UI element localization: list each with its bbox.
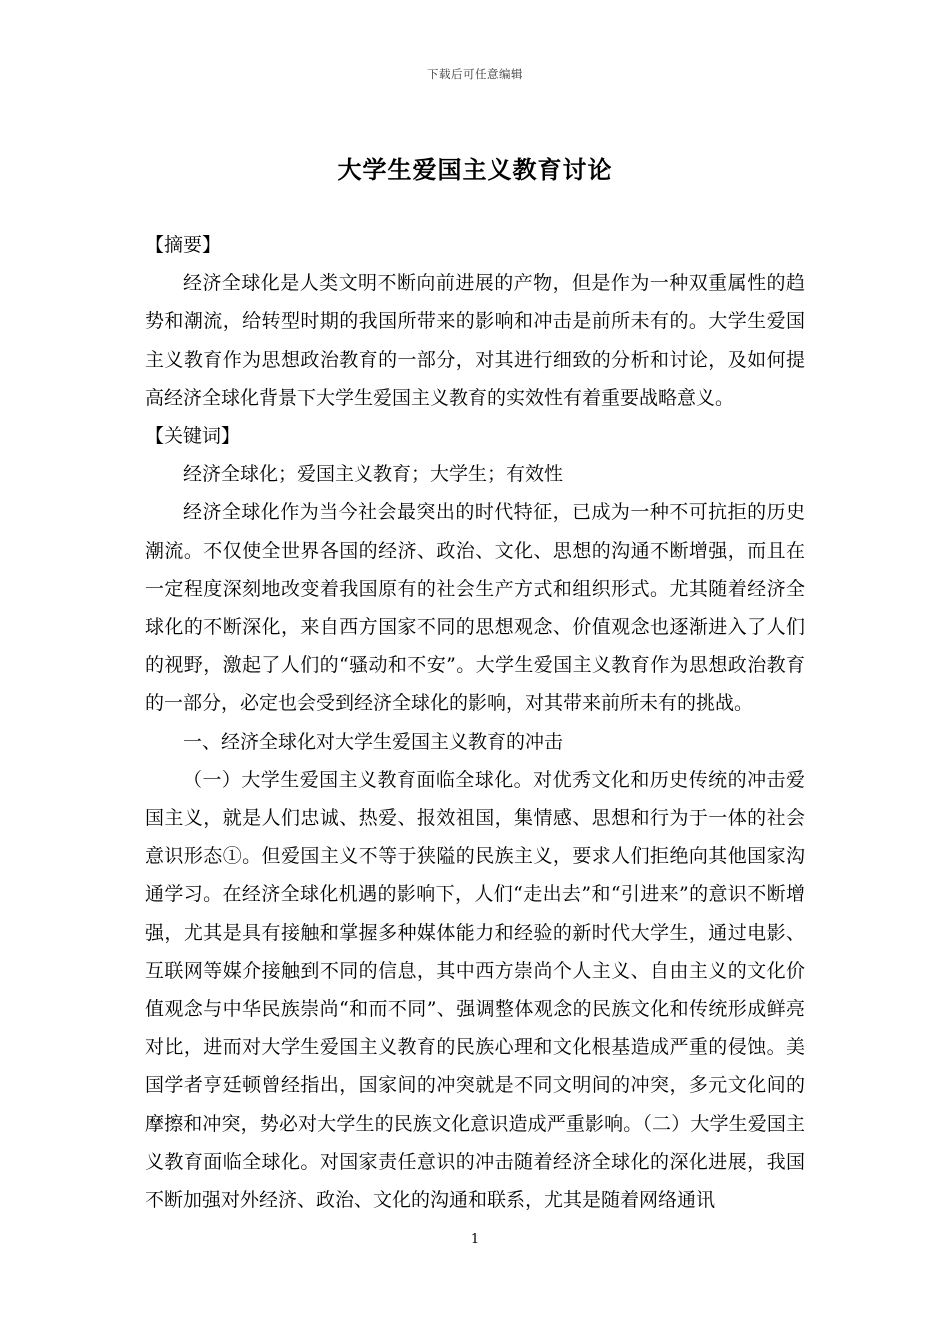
abstract-paragraph: 经济全球化是人类文明不断向前进展的产物，但是作为一种双重属性的趋势和潮流，给转型时期的我国所带来的影响和冲击是前所未有的。大学生爱国主义教育作为思想政治教育的一部分，对其进行细致的分析和讨论，及如何提高经济全球化背景下大学生爱国主义教育的实效性有着重要战略意义。 (145, 272, 805, 409)
header-note: 下载后可任意编辑 (427, 67, 523, 81)
keywords-paragraph: 经济全球化；爱国主义教育；大学生；有效性 (183, 463, 564, 486)
intro-paragraph: 经济全球化作为当今社会最突出的时代特征，已成为一种不可抗拒的历史潮流。不仅使全世界各国的经济、政治、文化、思想的沟通不断增强，而且在一定程度深刻地改变着我国原有的社会生产方式和组织形式。尤其随着经济全球化的不断深化，来自西方国家不同的思想观念、价值观念也逐渐进入了人们的视野，激起了人们的“骚动和不安”。大学生爱国主义教育作为思想政治教育的一部分，必定也会受到经济全球化的影响，对其带来前所未有的挑战。 (145, 501, 805, 715)
document-title: 大学生爱国主义教育讨论 (337, 155, 613, 184)
section-heading: 一、经济全球化对大学生爱国主义教育的冲击 (183, 730, 564, 753)
document-body (145, 226, 805, 1219)
abstract-label: 【摘要】 (145, 234, 222, 256)
page-number: 1 (470, 1232, 480, 1247)
keywords-label: 【关键词】 (145, 425, 241, 448)
section-paragraph: （一）大学生爱国主义教育面临全球化。对优秀文化和历史传统的冲击爱国主义，就是人们忠诚、热爱、报效祖国，集情感、思想和行为于一体的社会意识形态①。但爱国主义不等于狭隘的民族主义，要求人们拒绝向其他国家沟通学习。在经济全球化机遇的影响下，人们“走出去”和“引进来”的意识不断增强，尤其是具有接触和掌握多种媒体能力和经验的新时代大学生，通过电影、互联网等媒介接触到不同的信息，其中西方崇尚个人主义、自由主义的文化价值观念与中华民族崇尚“和而不同”、强调整体观念的民族文化和传统形成鲜亮对比，进而对大学生爱国主义教育的民族心理和文化根基造成严重的侵蚀。美国学者亨廷顿曾经指出，国家间的冲突就是不同文明间的冲突，多元文化间的摩擦和冲突，势必对大学生的民族文化意识造成严重影响。（二）大学生爱国主义教育面临全球化。对国家责任意识的冲击随着经济全球化的深化进展，我国不断加强对外经济、政治、文化的沟通和联系，尤其是随着网络通讯 (145, 768, 805, 1212)
